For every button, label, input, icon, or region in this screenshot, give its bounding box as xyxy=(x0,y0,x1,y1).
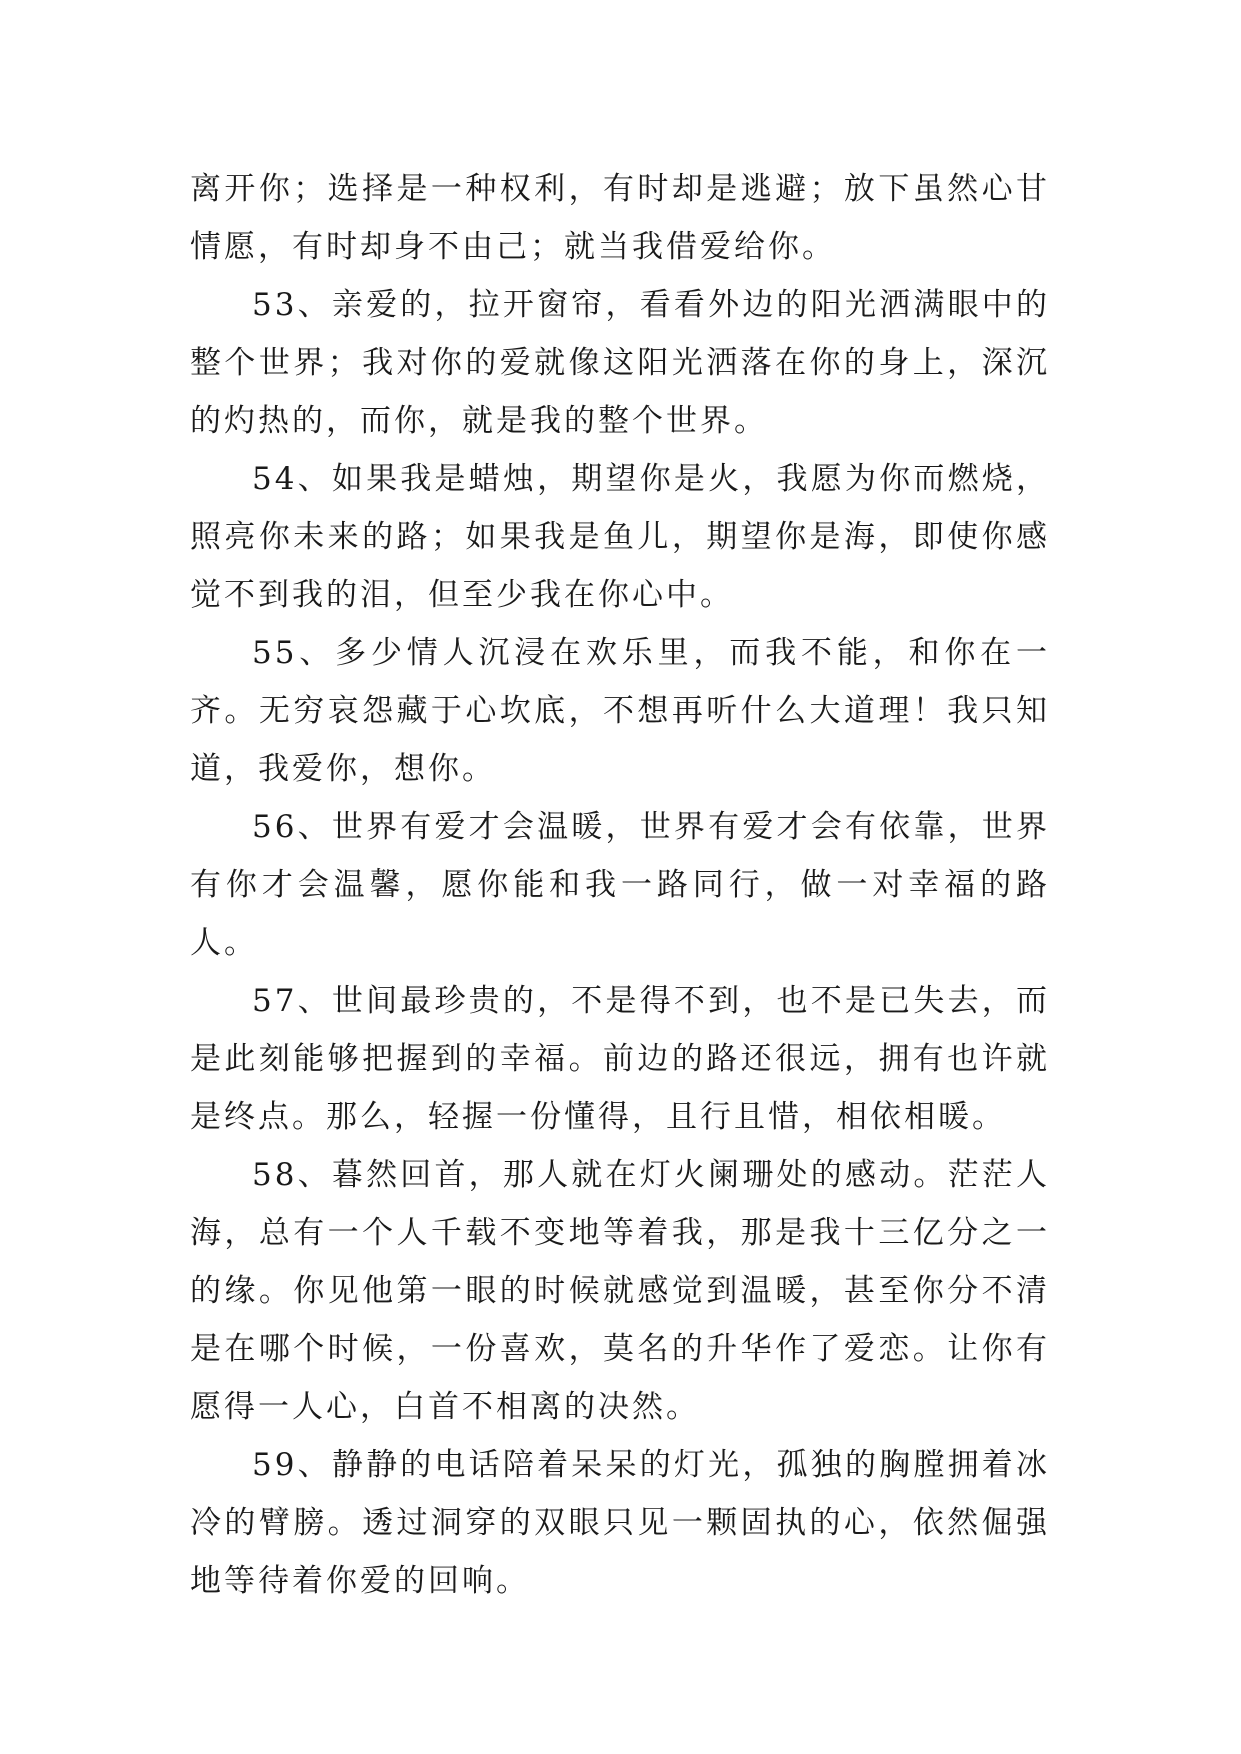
paragraph-53: 53、亲爱的，拉开窗帘，看看外边的阳光洒满眼中的整个世界；我对你的爱就像这阳光洒落在你的身上，深沉的灼热的，而你，就是我的整个世界。 xyxy=(190,287,1050,439)
paragraph-55: 55、多少情人沉浸在欢乐里，而我不能，和你在一齐。无穷哀怨藏于心坎底，不想再听什么大道理！我只知道，我爱你，想你。 xyxy=(190,635,1050,787)
document-body xyxy=(190,160,1050,1610)
paragraph-58: 58、暮然回首，那人就在灯火阑珊处的感动。茫茫人海，总有一个人千载不变地等着我，那是我十三亿分之一的缘。你见他第一眼的时候就感觉到温暖，甚至你分不清是在哪个时候，一份喜欢，莫名的升华作了爱恋。让你有愿得一人心，白首不相离的决然。 xyxy=(190,1157,1050,1425)
paragraph-54: 54、如果我是蜡烛，期望你是火，我愿为你而燃烧，照亮你未来的路；如果我是鱼儿，期望你是海，即使你感觉不到我的泪，但至少我在你心中。 xyxy=(190,461,1050,613)
paragraph-59: 59、静静的电话陪着呆呆的灯光，孤独的胸膛拥着冰冷的臂膀。透过洞穿的双眼只见一颗固执的心，依然倔强地等待着你爱的回响。 xyxy=(190,1447,1050,1599)
paragraph-56: 56、世界有爱才会温暖，世界有爱才会有依靠，世界有你才会温馨，愿你能和我一路同行，做一对幸福的路人。 xyxy=(190,809,1050,961)
paragraph-continued: 离开你；选择是一种权利，有时却是逃避；放下虽然心甘情愿，有时却身不由己；就当我借爱给你。 xyxy=(190,171,1050,265)
paragraph-57: 57、世间最珍贵的，不是得不到，也不是已失去，而是此刻能够把握到的幸福。前边的路还很远，拥有也许就是终点。那么，轻握一份懂得，且行且惜，相依相暖。 xyxy=(190,983,1050,1135)
